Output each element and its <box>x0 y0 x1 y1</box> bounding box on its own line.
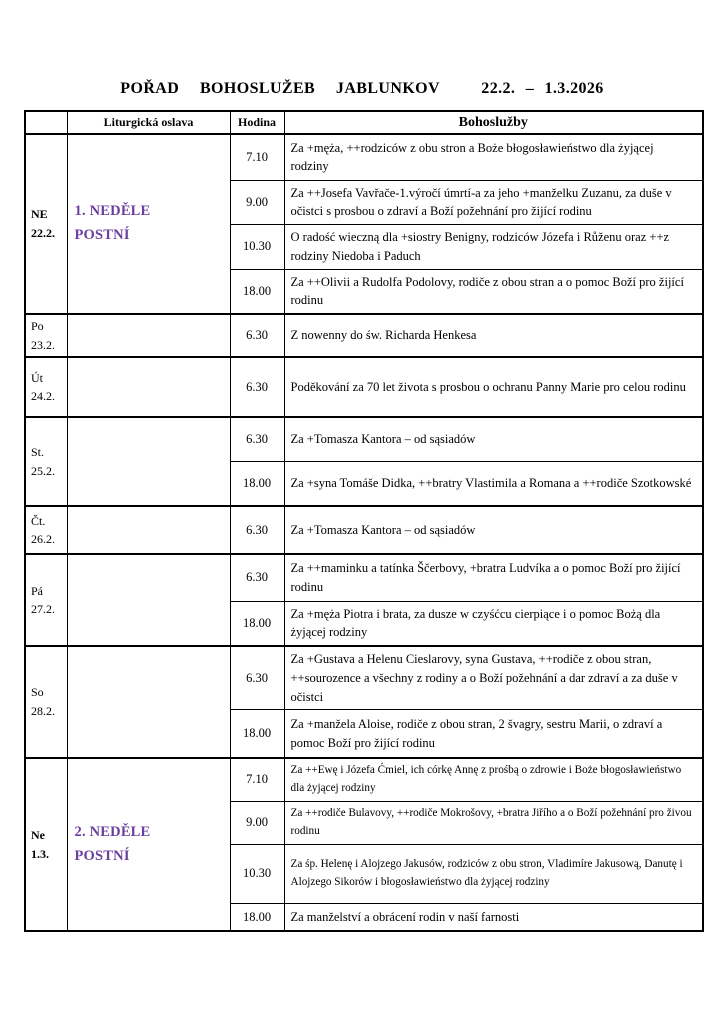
intention-cell: Za +Tomasza Kantora – od sąsiadów <box>284 417 703 461</box>
time-cell: 18.00 <box>230 903 284 931</box>
celebration-cell <box>67 554 230 646</box>
time-cell: 6.30 <box>230 646 284 710</box>
header-time-cell: Hodina <box>230 111 284 134</box>
time-cell: 10.30 <box>230 225 284 270</box>
intention-cell: Za ++Olivii a Rudolfa Podolovy, rodiče z obou stran a o pomoc Boží pro žijící rodinu <box>284 269 703 314</box>
table-row <box>25 554 703 601</box>
intention-cell: Za +Tomasza Kantora – od sąsiadów <box>284 506 703 554</box>
table-row <box>25 646 703 710</box>
intention-cell: Za śp. Helenę i Alojzego Jakusów, rodziców z obu stron, Vladimíre Jakusową, Danutę i Alojzego Sikorów i błogosławieństwo dla żyjącej rodziny <box>284 844 703 903</box>
table-row <box>25 357 703 417</box>
time-cell: 10.30 <box>230 844 284 903</box>
intention-cell: Poděkování za 70 let života s prosbou o ochranu Panny Marie pro celou rodinu <box>284 357 703 417</box>
celebration-cell <box>67 314 230 357</box>
celebration-cell <box>67 646 230 758</box>
day-cell <box>25 646 67 758</box>
time-cell: 7.10 <box>230 134 284 180</box>
time-cell: 18.00 <box>230 601 284 646</box>
celebration-cell <box>67 506 230 554</box>
intention-cell: Za ++maminku a tatínka Ščerbovy, +bratra Ludvíka a o pomoc Boží pro žijící rodinu <box>284 554 703 601</box>
celebration-cell <box>67 758 230 931</box>
day-label: Čt. <box>31 513 46 528</box>
header-services-cell: Bohoslužby <box>284 111 703 134</box>
day-label: St. <box>31 445 45 460</box>
time-cell: 18.00 <box>230 269 284 314</box>
intention-cell: Z nowenny do św. Richarda Henkesa <box>284 314 703 357</box>
intention-cell: Za +męża, ++rodziców z obu stron a Boże błogosławieństwo dla żyjącej rodziny <box>284 134 703 180</box>
time-cell: 6.30 <box>230 554 284 601</box>
day-label: Po <box>31 319 44 333</box>
intention-cell: Za +manžela Aloise, rodiče z obou stran, 2 švagry, sestru Marii, o zdraví a pomoc Boží pro žijící rodinu <box>284 710 703 758</box>
date-label: 1.3. <box>31 846 49 861</box>
intention-cell: Za +syna Tomáše Didka, ++bratry Vlastimila a Romana a ++rodiče Szotkowské <box>284 461 703 506</box>
day-cell <box>25 554 67 646</box>
date-label: 22.2. <box>31 226 55 240</box>
intention-cell: O radość wieczną dla +siostry Benigny, rodziców Józefa i Růženu oraz ++z rodziny Niedoba i Paduch <box>284 225 703 270</box>
date-label: 23.2. <box>31 337 55 352</box>
day-cell <box>25 506 67 554</box>
celebration-cell <box>67 357 230 417</box>
intention-cell: Za ++Josefa Vavřače-1.výročí úmrtí-a za jeho +manželku Zuzanu, za duše v očistci s prosbou o zdraví a Boží požehnání pro žijící rodinu <box>284 180 703 225</box>
time-cell: 6.30 <box>230 506 284 554</box>
table-row <box>25 134 703 180</box>
day-label: So <box>31 685 44 700</box>
date-label: 28.2. <box>31 704 55 719</box>
date-label: 25.2. <box>31 463 55 478</box>
day-label: Út <box>31 370 43 385</box>
time-cell: 6.30 <box>230 314 284 357</box>
celebration-label: 2. NEDĚLE POSTNÍ <box>74 823 151 864</box>
time-cell: 9.00 <box>230 180 284 225</box>
day-cell <box>25 357 67 417</box>
time-cell: 18.00 <box>230 461 284 506</box>
intention-cell: Za +męża Piotra i brata, za dusze w czyśćcu cierpiące i o pomoc Bożą dla żyjącej rodziny <box>284 601 703 646</box>
table-row <box>25 314 703 357</box>
time-cell: 6.30 <box>230 417 284 461</box>
celebration-cell <box>67 417 230 506</box>
page-title: POŘAD BOHOSLUŽEB JABLUNKOV 22.2. – 1.3.2026 <box>120 80 604 97</box>
time-cell: 6.30 <box>230 357 284 417</box>
day-cell <box>25 758 67 931</box>
intention-cell: Za ++Ewę i Józefa Ćmiel, ich córkę Annę z prośbą o zdrowie i Boże błogosławieństwo dla żyjącej rodziny <box>284 758 703 801</box>
intention-cell: Za ++rodiče Bulavovy, ++rodiče Mokrošovy, +bratra Jiřího a o Boží požehnání pro živou rodinu <box>284 801 703 844</box>
day-cell <box>25 417 67 506</box>
date-label: 26.2. <box>31 532 55 547</box>
date-label: 27.2. <box>31 602 55 617</box>
time-cell: 18.00 <box>230 710 284 758</box>
intention-cell: Za manželství a obrácení rodin v naší farnosti <box>284 903 703 931</box>
day-label: Ne <box>31 828 45 843</box>
intention-cell: Za +Gustava a Helenu Cieslarovy, syna Gustava, ++rodiče z obou stran, ++sourozence a všechny z rodiny a o Boží požehnání a dar zdraví a za duše v očistci <box>284 646 703 710</box>
day-cell <box>25 314 67 357</box>
day-cell <box>25 134 67 314</box>
table-row <box>25 758 703 801</box>
header-row <box>25 111 703 134</box>
day-label: NE <box>31 207 48 222</box>
table-row <box>25 506 703 554</box>
services-table <box>24 110 704 932</box>
celebration-label: 1. NEDĚLE POSTNÍ <box>74 203 151 243</box>
date-label: 24.2. <box>31 389 55 404</box>
header-celebration-cell: Liturgická oslava <box>67 111 230 134</box>
celebration-cell <box>67 134 230 314</box>
time-cell: 7.10 <box>230 758 284 801</box>
table-row <box>25 417 703 461</box>
day-label: Pá <box>31 583 43 598</box>
header-day-cell <box>25 111 67 134</box>
time-cell: 9.00 <box>230 801 284 844</box>
